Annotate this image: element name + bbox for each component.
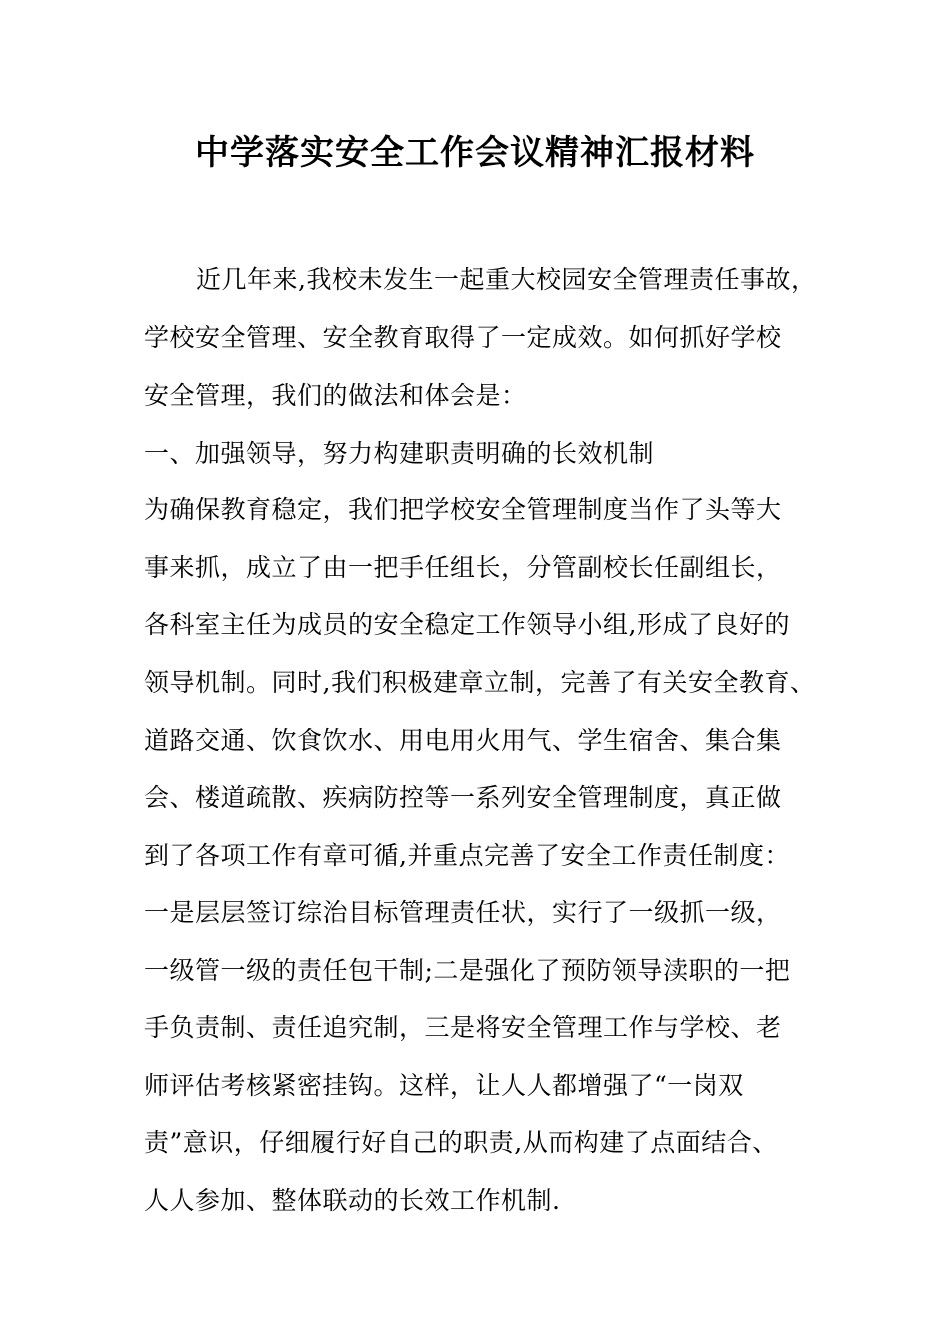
- paragraph-line: 道路交通、饮食饮水、用电用火用气、学生宿舍、集合集: [144, 726, 782, 755]
- paragraph-line: 到了各项工作有章可循,并重点完善了安全工作责任制度：: [144, 841, 790, 870]
- paragraph-line: 各科室主任为成员的安全稳定工作领导小组,形成了良好的: [144, 610, 790, 639]
- paragraph-line: 安全管理，我们的做法和体会是：: [144, 381, 527, 410]
- paragraph-line: 责”意识，仔细履行好自己的职责,从而构建了点面结合、: [144, 1128, 778, 1157]
- paragraph-line: 手负责制、责任追究制，三是将安全管理工作与学校、老: [144, 1013, 782, 1042]
- paragraph-line: 事来抓，成立了由一把手任组长，分管副校长任副组长，: [144, 553, 782, 582]
- paragraph-line: 为确保教育稳定，我们把学校安全管理制度当作了头等大: [144, 495, 782, 524]
- paragraph-line: 师评估考核紧密挂钩。这样，让人人都增强了“一岗双: [144, 1071, 744, 1100]
- paragraph-line: 近几年来,我校未发生一起重大校园安全管理责任事故，: [196, 265, 817, 294]
- paragraph-line: 一是层层签订综治目标管理责任状，实行了一级抓一级，: [144, 898, 782, 927]
- paragraph-line: 人人参加、整体联动的长效工作机制.: [144, 1186, 561, 1215]
- paragraph-line: 一级管一级的责任包干制;二是强化了预防领导渎职的一把: [144, 956, 791, 985]
- paragraph-line: 学校安全管理、安全教育取得了一定成效。如何抓好学校: [144, 323, 782, 352]
- document-title: 中学落实安全工作会议精神汇报材料: [195, 133, 755, 173]
- paragraph-line: 领导机制。同时,我们积极建章立制，完善了有关安全教育、: [144, 668, 816, 697]
- section-heading: 一、加强领导，努力构建职责明确的长效机制: [144, 439, 655, 468]
- paragraph-line: 会、楼道疏散、疾病防控等一系列安全管理制度，真正做: [144, 783, 782, 812]
